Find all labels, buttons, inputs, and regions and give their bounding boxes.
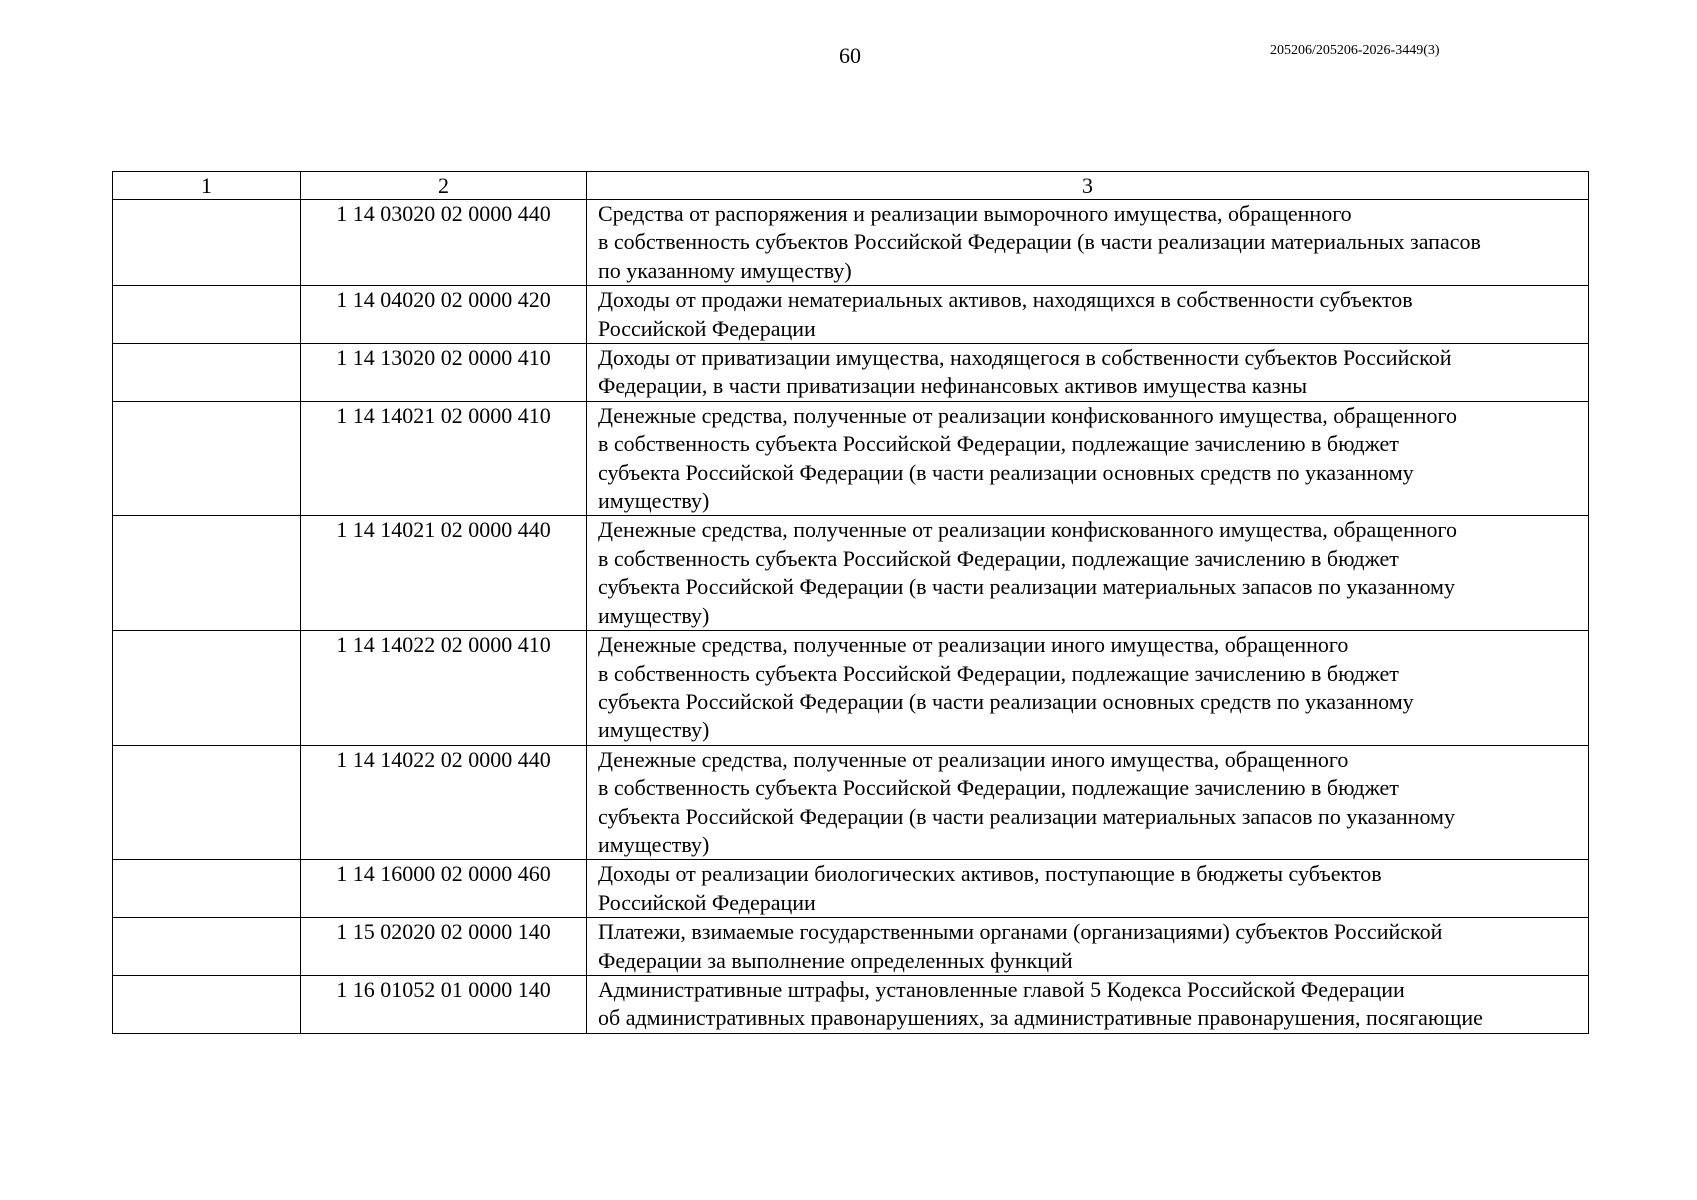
table-header-row [113, 172, 1589, 200]
description-cell: Денежные средства, полученные от реализации иного имущества, обращенного в собственность субъекта Российской Федерации, подлежащие зачислению в бюджет субъекта Российской Федерации (в части реализации материальных запасов по указанному имуществу) [587, 745, 1589, 860]
code-cell: 1 14 16000 02 0000 460 [301, 860, 587, 918]
column-header-1: 1 [113, 172, 301, 200]
description-cell: Средства от распоряжения и реализации выморочного имущества, обращенного в собственность субъектов Российской Федерации (в части реализации материальных запасов по указанному имуществу) [587, 200, 1589, 286]
description-cell: Денежные средства, полученные от реализации конфискованного имущества, обращенного в собственность субъекта Российской Федерации, подлежащие зачислению в бюджет субъекта Российской Федерации (в части реализации основных средств по указанному имуществу) [587, 401, 1589, 516]
code-cell: 1 14 14022 02 0000 410 [301, 631, 587, 746]
administrator-cell [113, 631, 301, 746]
table-row [113, 745, 1589, 860]
description-cell: Административные штрафы, установленные главой 5 Кодекса Российской Федерации об административных правонарушениях, за административные правонарушения, посягающие [587, 975, 1589, 1033]
code-cell: 1 14 04020 02 0000 420 [301, 286, 587, 344]
code-cell: 1 16 01052 01 0000 140 [301, 975, 587, 1033]
table-row [113, 516, 1589, 631]
administrator-cell [113, 860, 301, 918]
code-cell: 1 14 14021 02 0000 410 [301, 401, 587, 516]
table-row [113, 200, 1589, 286]
table-row [113, 975, 1589, 1033]
description-cell: Платежи, взимаемые государственными органами (организациями) субъектов Российской Федерации за выполнение определенных функций [587, 918, 1589, 976]
administrator-cell [113, 344, 301, 402]
administrator-cell [113, 918, 301, 976]
administrator-cell [113, 975, 301, 1033]
table-row [113, 918, 1589, 976]
description-cell: Доходы от реализации биологических активов, поступающие в бюджеты субъектов Российской Федерации [587, 860, 1589, 918]
administrator-cell [113, 200, 301, 286]
code-cell: 1 14 14021 02 0000 440 [301, 516, 587, 631]
administrator-cell [113, 745, 301, 860]
page-number: 60 [839, 43, 861, 68]
administrator-cell [113, 286, 301, 344]
table-row [113, 401, 1589, 516]
column-header-2: 2 [301, 172, 587, 200]
document-id: 205206/205206-2026-3449(3) [1270, 43, 1440, 58]
description-cell: Денежные средства, полученные от реализации иного имущества, обращенного в собственность субъекта Российской Федерации, подлежащие зачислению в бюджет субъекта Российской Федерации (в части реализации основных средств по указанному имуществу) [587, 631, 1589, 746]
column-header-3: 3 [587, 172, 1589, 200]
table-row [113, 860, 1589, 918]
table-row [113, 286, 1589, 344]
administrator-cell [113, 516, 301, 631]
description-cell: Доходы от продажи нематериальных активов, находящихся в собственности субъектов Российской Федерации [587, 286, 1589, 344]
table-row [113, 631, 1589, 746]
revenue-codes-table [112, 171, 1589, 1034]
code-cell: 1 15 02020 02 0000 140 [301, 918, 587, 976]
code-cell: 1 14 03020 02 0000 440 [301, 200, 587, 286]
administrator-cell [113, 401, 301, 516]
code-cell: 1 14 14022 02 0000 440 [301, 745, 587, 860]
code-cell: 1 14 13020 02 0000 410 [301, 344, 587, 402]
description-cell: Доходы от приватизации имущества, находящегося в собственности субъектов Российской Федерации, в части приватизации нефинансовых активов имущества казны [587, 344, 1589, 402]
table-row [113, 344, 1589, 402]
description-cell: Денежные средства, полученные от реализации конфискованного имущества, обращенного в собственность субъекта Российской Федерации, подлежащие зачислению в бюджет субъекта Российской Федерации (в части реализации материальных запасов по указанному имуществу) [587, 516, 1589, 631]
